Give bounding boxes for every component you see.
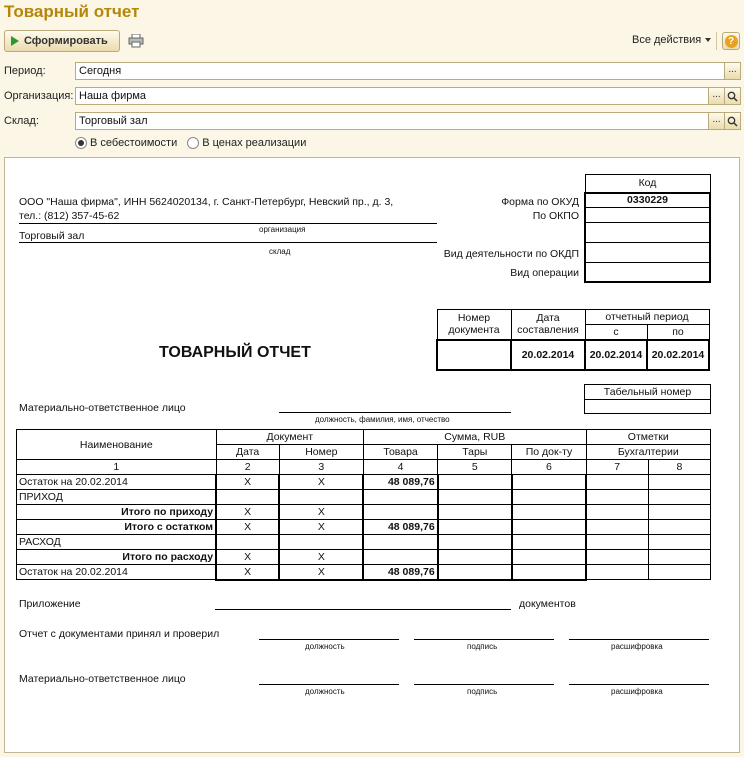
price-mode-radio-group — [75, 137, 306, 149]
org-text-2: тел.: (812) 357-45-62 — [19, 210, 120, 222]
col-num: 5 — [438, 460, 512, 475]
row-tare — [438, 520, 512, 535]
row-mark-1 — [586, 520, 648, 535]
report-title: ТОВАРНЫЙ ОТЧЕТ — [159, 344, 311, 361]
row-mark-1 — [586, 565, 648, 580]
row-mark-1 — [586, 505, 648, 520]
table-row — [17, 550, 711, 565]
period-from-label: с — [585, 325, 647, 340]
generate-button-label: Сформировать — [24, 35, 108, 47]
row-bydoc — [512, 565, 586, 580]
operation-label: Вид операции — [510, 267, 579, 279]
row-mark-2 — [648, 535, 710, 550]
warehouse-select-button[interactable]: ... — [708, 112, 725, 130]
doc-number-value — [437, 340, 511, 370]
row-mark-1 — [586, 550, 648, 565]
mol-caption: должность, фамилия, имя, отчество — [315, 415, 450, 424]
row-bydoc — [512, 520, 586, 535]
row-tare — [438, 505, 512, 520]
row-number: X — [279, 565, 363, 580]
org-text: ООО "Наша фирма", ИНН 5624020134, г. Санкт-Петербург, Невский пр., д. 3, — [19, 196, 394, 208]
codes-table — [584, 174, 711, 283]
row-goods — [363, 550, 437, 565]
table-row — [17, 475, 711, 490]
row-mark-2 — [648, 550, 710, 565]
play-icon — [11, 36, 19, 46]
row-number: X — [279, 505, 363, 520]
row-number: X — [279, 475, 363, 490]
toolbar — [4, 30, 740, 54]
tabel-table — [584, 384, 711, 414]
row-number — [279, 535, 363, 550]
mol-label-2: Материально-ответственное лицо — [19, 673, 186, 685]
warehouse-search-icon[interactable] — [724, 112, 741, 130]
chevron-down-icon — [705, 38, 711, 42]
sig-signature-caption: подпись — [467, 642, 498, 651]
all-actions-label: Все действия — [632, 34, 702, 46]
radio-sale-price[interactable] — [187, 137, 306, 149]
radio-checked-icon — [75, 137, 87, 149]
row-bydoc — [512, 475, 586, 490]
doc-header-table — [436, 309, 710, 371]
col-number-header: Номер — [279, 445, 363, 460]
row-goods — [363, 490, 437, 505]
row-number: X — [279, 550, 363, 565]
row-mark-1 — [586, 475, 648, 490]
row-goods: 48 089,76 — [363, 475, 437, 490]
doc-date-value: 20.02.2014 — [511, 340, 585, 370]
row-date — [216, 535, 279, 550]
warehouse-input[interactable]: Торговый зал — [75, 112, 709, 130]
row-name: РАСХОД — [17, 535, 217, 550]
radio-cost-price[interactable] — [75, 137, 177, 149]
col-tare-header: Тары — [438, 445, 512, 460]
col-num: 4 — [363, 460, 437, 475]
col-num: 6 — [512, 460, 586, 475]
row-mark-2 — [648, 505, 710, 520]
col-num: 8 — [648, 460, 710, 475]
period-to-value: 20.02.2014 — [647, 340, 709, 370]
col-num: 2 — [216, 460, 279, 475]
okdp-label: Вид деятельности по ОКДП — [443, 248, 579, 260]
sig-position-caption: должность — [305, 642, 345, 651]
org-caption: организация — [259, 225, 306, 234]
col-num: 7 — [586, 460, 648, 475]
row-bydoc — [512, 550, 586, 565]
col-doc-header: Документ — [216, 430, 363, 445]
period-to-label: по — [647, 325, 709, 340]
row-tare — [438, 550, 512, 565]
radio-sale-price-label: В ценах реализации — [202, 137, 307, 149]
okud-label: Форма по ОКУД — [501, 196, 579, 208]
goods-table — [16, 429, 711, 581]
row-date: X — [216, 520, 279, 535]
row-date: X — [216, 475, 279, 490]
print-icon[interactable] — [128, 34, 144, 48]
tabel-label: Табельный номер — [585, 385, 711, 400]
col-date-header: Дата — [216, 445, 279, 460]
row-name: Итого по приходу — [17, 505, 217, 520]
codes-header: Код — [585, 175, 710, 193]
row-tare — [438, 475, 512, 490]
row-mark-2 — [648, 520, 710, 535]
row-name: Итого по расходу — [17, 550, 217, 565]
table-row — [17, 490, 711, 505]
period-header: отчетный период — [585, 310, 709, 325]
col-bydoc-header: По док-ту — [512, 445, 586, 460]
col-num: 3 — [279, 460, 363, 475]
row-date: X — [216, 505, 279, 520]
row-tare — [438, 490, 512, 505]
warehouse-label: Склад: — [4, 115, 39, 127]
row-name: Остаток на 20.02.2014 — [17, 475, 217, 490]
row-goods: 48 089,76 — [363, 520, 437, 535]
period-select-button[interactable]: ... — [724, 62, 741, 80]
col-num: 1 — [17, 460, 217, 475]
period-input[interactable]: Сегодня — [75, 62, 726, 80]
sig-decode-caption: расшифровка — [611, 687, 663, 696]
organization-search-icon[interactable] — [724, 87, 741, 105]
generate-button[interactable] — [4, 30, 120, 52]
doc-number-label: Номер документа — [437, 310, 511, 340]
table-row — [17, 565, 711, 580]
row-date — [216, 490, 279, 505]
col-name-header: Наименование — [17, 430, 217, 460]
row-mark-1 — [586, 535, 648, 550]
row-name: Остаток на 20.02.2014 — [17, 565, 217, 580]
attachment-label: Приложение — [19, 598, 81, 610]
row-name: ПРИХОД — [17, 490, 217, 505]
table-row — [17, 505, 711, 520]
table-row — [17, 535, 711, 550]
period-label: Период: — [4, 65, 46, 77]
sig-signature-caption: подпись — [467, 687, 498, 696]
row-goods: 48 089,76 — [363, 565, 437, 580]
warehouse-name: Торговый зал — [19, 230, 85, 242]
sig-position-caption: должность — [305, 687, 345, 696]
organization-select-button[interactable]: ... — [708, 87, 725, 105]
warehouse-caption: склад — [269, 247, 291, 256]
organization-input[interactable]: Наша фирма — [75, 87, 709, 105]
doc-date-label: Дата составления — [511, 310, 585, 340]
radio-unchecked-icon — [187, 137, 199, 149]
toolbar-separator — [716, 32, 717, 50]
row-number — [279, 490, 363, 505]
okud-value: 0330229 — [585, 193, 710, 208]
row-mark-2 — [648, 565, 710, 580]
radio-cost-price-label: В себестоимости — [90, 137, 178, 149]
col-marks-header: Отметки — [586, 430, 710, 445]
row-name: Итого с остатком — [17, 520, 217, 535]
row-goods — [363, 505, 437, 520]
help-button[interactable] — [722, 32, 740, 50]
row-goods — [363, 535, 437, 550]
report-sheet — [4, 157, 740, 753]
all-actions-menu[interactable] — [632, 34, 711, 46]
row-mark-2 — [648, 490, 710, 505]
row-mark-2 — [648, 475, 710, 490]
help-icon: ? — [725, 35, 738, 48]
table-row — [17, 520, 711, 535]
organization-label: Организация: — [4, 90, 74, 102]
row-bydoc — [512, 490, 586, 505]
row-tare — [438, 535, 512, 550]
period-from-value: 20.02.2014 — [585, 340, 647, 370]
row-tare — [438, 565, 512, 580]
sig-decode-caption: расшифровка — [611, 642, 663, 651]
row-bydoc — [512, 505, 586, 520]
col-goods-header: Товара — [363, 445, 437, 460]
documents-label: документов — [519, 598, 576, 610]
window-title: Товарный отчет — [4, 2, 140, 21]
checked-label: Отчет с документами принял и проверил — [19, 628, 220, 640]
row-number: X — [279, 520, 363, 535]
row-bydoc — [512, 535, 586, 550]
col-accounting-header: Бухгалтерии — [586, 445, 710, 460]
mol-label: Материально-ответственное лицо — [19, 402, 186, 414]
row-date: X — [216, 550, 279, 565]
col-sum-header: Сумма, RUB — [363, 430, 586, 445]
row-mark-1 — [586, 490, 648, 505]
row-date: X — [216, 565, 279, 580]
okpo-label: По ОКПО — [532, 210, 579, 222]
